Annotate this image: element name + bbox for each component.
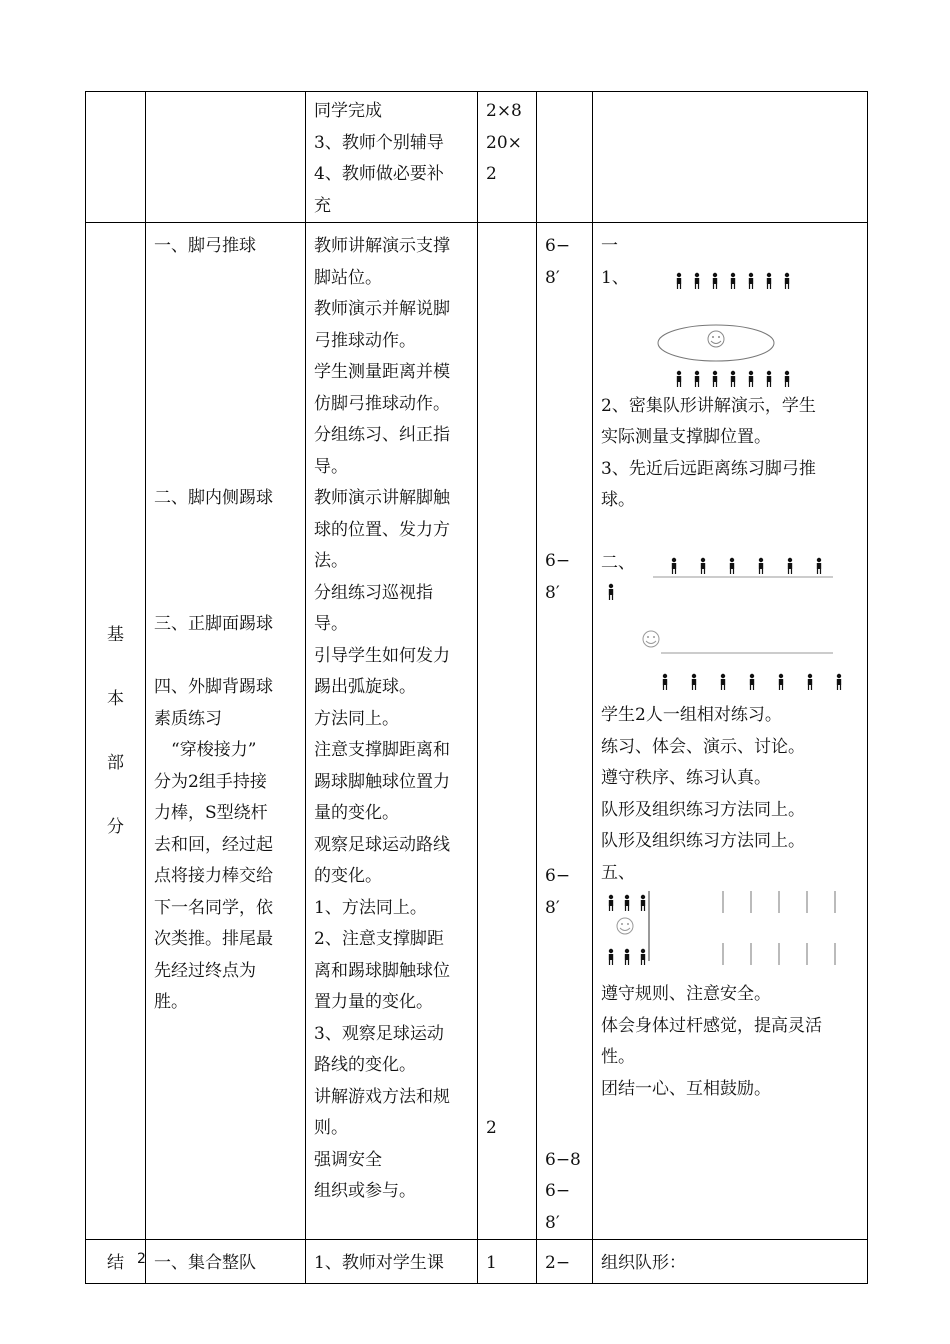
content-cell (146, 223, 306, 1240)
time-cell: 2− (537, 1240, 593, 1284)
text-line: 教师讲解演示支撑 (314, 236, 450, 256)
player-icon (713, 370, 717, 386)
player-icon (663, 674, 667, 690)
text-line: 引导学生如何发力 (314, 645, 450, 666)
organization-cell: 一 1、 2、密集队形讲解演示，学生 实际测量支撑脚位置。 3、先近后远距离练习脚弓推 球。 二、 学生2人一组相对练习。 练习、体会、演示、讨论。 遵守秩序、练习认真。 队形及组织练习方法同上。 队形及组织练习方法同上。 五、 遵守规则、注意安全。 体会身体过杆感觉，提高灵活 性。 团结一心、互相鼓励。 (593, 223, 868, 1240)
player-icon (625, 895, 629, 911)
text-line: 教师演示并解说脚 (314, 299, 450, 319)
section-label-end: 结 (86, 1240, 146, 1284)
player-icon (609, 584, 613, 600)
text-line: 分为2组手持接 (154, 771, 267, 792)
text-line: 置力量的变化。 (314, 992, 433, 1012)
time-cell: 6− 8′ 6− 8′ 6− 8′ 6−8 6− 8′ (537, 223, 593, 1240)
player-icon (767, 370, 771, 386)
text-line (154, 420, 297, 452)
text-line (154, 389, 297, 421)
table-row (86, 1240, 868, 1284)
text-line: 点将接力棒交给 (154, 866, 273, 886)
text-line: 去和回，经过起 (154, 834, 273, 855)
text-line: 讲解游戏方法和规 (314, 1086, 450, 1107)
player-row-bottom (609, 949, 645, 965)
teacher-smiley-icon (617, 918, 633, 934)
formation-2-svg (601, 548, 866, 700)
text-line: 胜。 (154, 992, 188, 1012)
text-line: 次类推。排尾最 (154, 929, 273, 949)
text-line (154, 578, 297, 610)
player-icon (695, 272, 699, 288)
text-line: 1、方法同上。 (314, 897, 427, 918)
text-line: 注意支撑脚距离和 (314, 740, 450, 760)
player-icon (713, 272, 717, 288)
text-line: 量的变化。 (314, 803, 399, 823)
time-cell (537, 92, 593, 223)
slalom-poles (723, 891, 835, 965)
player-row-bottom (677, 370, 789, 386)
player-icon (788, 558, 792, 574)
text-line (154, 515, 297, 547)
text-line (154, 326, 297, 358)
player-icon (767, 272, 771, 288)
lesson-plan-table (85, 91, 868, 1284)
text-line: 2、注意支撑脚距 (314, 929, 444, 949)
content-cell (146, 92, 306, 223)
text-line: 力棒，S型绕杆 (154, 803, 268, 823)
player-single (609, 584, 613, 600)
teacher-smiley-icon (643, 631, 659, 647)
text-line: 三、正脚面踢球 (154, 614, 273, 634)
player-icon (759, 558, 763, 574)
text-line: 方法同上。 (314, 708, 399, 729)
player-row-top (672, 558, 821, 574)
player-icon (641, 895, 645, 911)
player-icon (672, 558, 676, 574)
text-line: 学生测量距离并模 (314, 362, 450, 382)
player-icon (749, 272, 753, 288)
player-icon (609, 949, 613, 965)
player-icon (701, 558, 705, 574)
text-line (154, 294, 297, 326)
text-line: 的变化。 (314, 866, 382, 886)
formation-1-svg (601, 263, 866, 391)
player-icon (677, 272, 681, 288)
player-icon (837, 674, 841, 690)
organization-cell: 组织队形： (593, 1240, 868, 1284)
content-cell: 一、集合整队 (146, 1240, 306, 1284)
text-line: 踢球脚触球位置力 (314, 771, 450, 792)
formation-diagram-2: 二、 (601, 548, 863, 700)
player-icon (731, 272, 735, 288)
text-line: 先经过终点为 (154, 960, 256, 981)
text-line: 仿脚弓推球动作。 (314, 393, 450, 414)
table-row (86, 92, 868, 223)
player-icon (785, 272, 789, 288)
text-line (154, 263, 297, 295)
section-label-basic: 基 本 部 分 (86, 223, 146, 1240)
player-row-top (677, 272, 789, 288)
player-icon (692, 674, 696, 690)
player-row-top (609, 895, 645, 911)
text-line: 组织或参与。 (314, 1181, 416, 1201)
method-cell: 同学完成 3、教师个别辅导 4、教师做必要补 充 (306, 92, 478, 223)
text-line: 强调安全 (314, 1149, 382, 1170)
text-line: 导。 (314, 456, 348, 477)
player-icon (641, 949, 645, 965)
text-line: 一、脚弓推球 (154, 236, 256, 256)
table-row (86, 223, 868, 1240)
text-line: 则。 (314, 1118, 348, 1138)
text-line (154, 546, 297, 578)
count-cell: 2×8 20× 2 (478, 92, 537, 223)
player-icon (779, 674, 783, 690)
text-line: 四、外脚背踢球 (154, 677, 273, 697)
player-icon (695, 370, 699, 386)
text-line (154, 641, 297, 673)
organization-cell (593, 92, 868, 223)
text-line: 离和踢球脚触球位 (314, 960, 450, 981)
text-line: 观察足球运动路线 (314, 834, 450, 855)
player-icon (785, 370, 789, 386)
count-cell: 1 (478, 1240, 537, 1284)
player-icon (749, 370, 753, 386)
page-number: 2 (137, 1251, 146, 1267)
text-line: 下一名同学，依 (154, 897, 273, 918)
player-icon (677, 370, 681, 386)
player-icon (609, 895, 613, 911)
text-line: 分组练习巡视指 (314, 582, 433, 603)
method-cell (306, 223, 478, 1240)
section-cell (86, 92, 146, 223)
formation-diagram-5 (601, 889, 863, 979)
player-icon (808, 674, 812, 690)
text-line: 路线的变化。 (314, 1055, 416, 1075)
text-line: 法。 (314, 551, 348, 571)
player-icon (721, 674, 725, 690)
method-cell: 1、教师对学生课 (306, 1240, 478, 1284)
text-line: 3、观察足球运动 (314, 1023, 444, 1044)
player-icon (817, 558, 821, 574)
count-cell: 2 (478, 223, 537, 1240)
player-icon (750, 674, 754, 690)
text-line: 教师演示讲解脚触 (314, 488, 450, 508)
formation-5-svg (601, 889, 866, 979)
player-icon (730, 558, 734, 574)
text-line: 素质练习 (154, 708, 222, 729)
player-row-bottom (663, 674, 841, 690)
text-line (154, 452, 297, 484)
text-line: 脚站位。 (314, 267, 382, 288)
text-line: 弓推球动作。 (314, 330, 416, 351)
text-line: 二、脚内侧踢球 (154, 488, 273, 508)
text-line (154, 357, 297, 389)
player-icon (625, 949, 629, 965)
player-icon (731, 370, 735, 386)
formation-diagram-1: 1、 (601, 263, 863, 391)
text-line: 分组练习、纠正指 (314, 425, 450, 445)
text-line: “穿梭接力” (154, 740, 257, 760)
text-line: 球的位置、发力方 (314, 519, 450, 540)
text-line: 导。 (314, 614, 348, 634)
teacher-smiley-icon (708, 331, 724, 347)
text-line: 踢出弧旋球。 (314, 677, 416, 697)
